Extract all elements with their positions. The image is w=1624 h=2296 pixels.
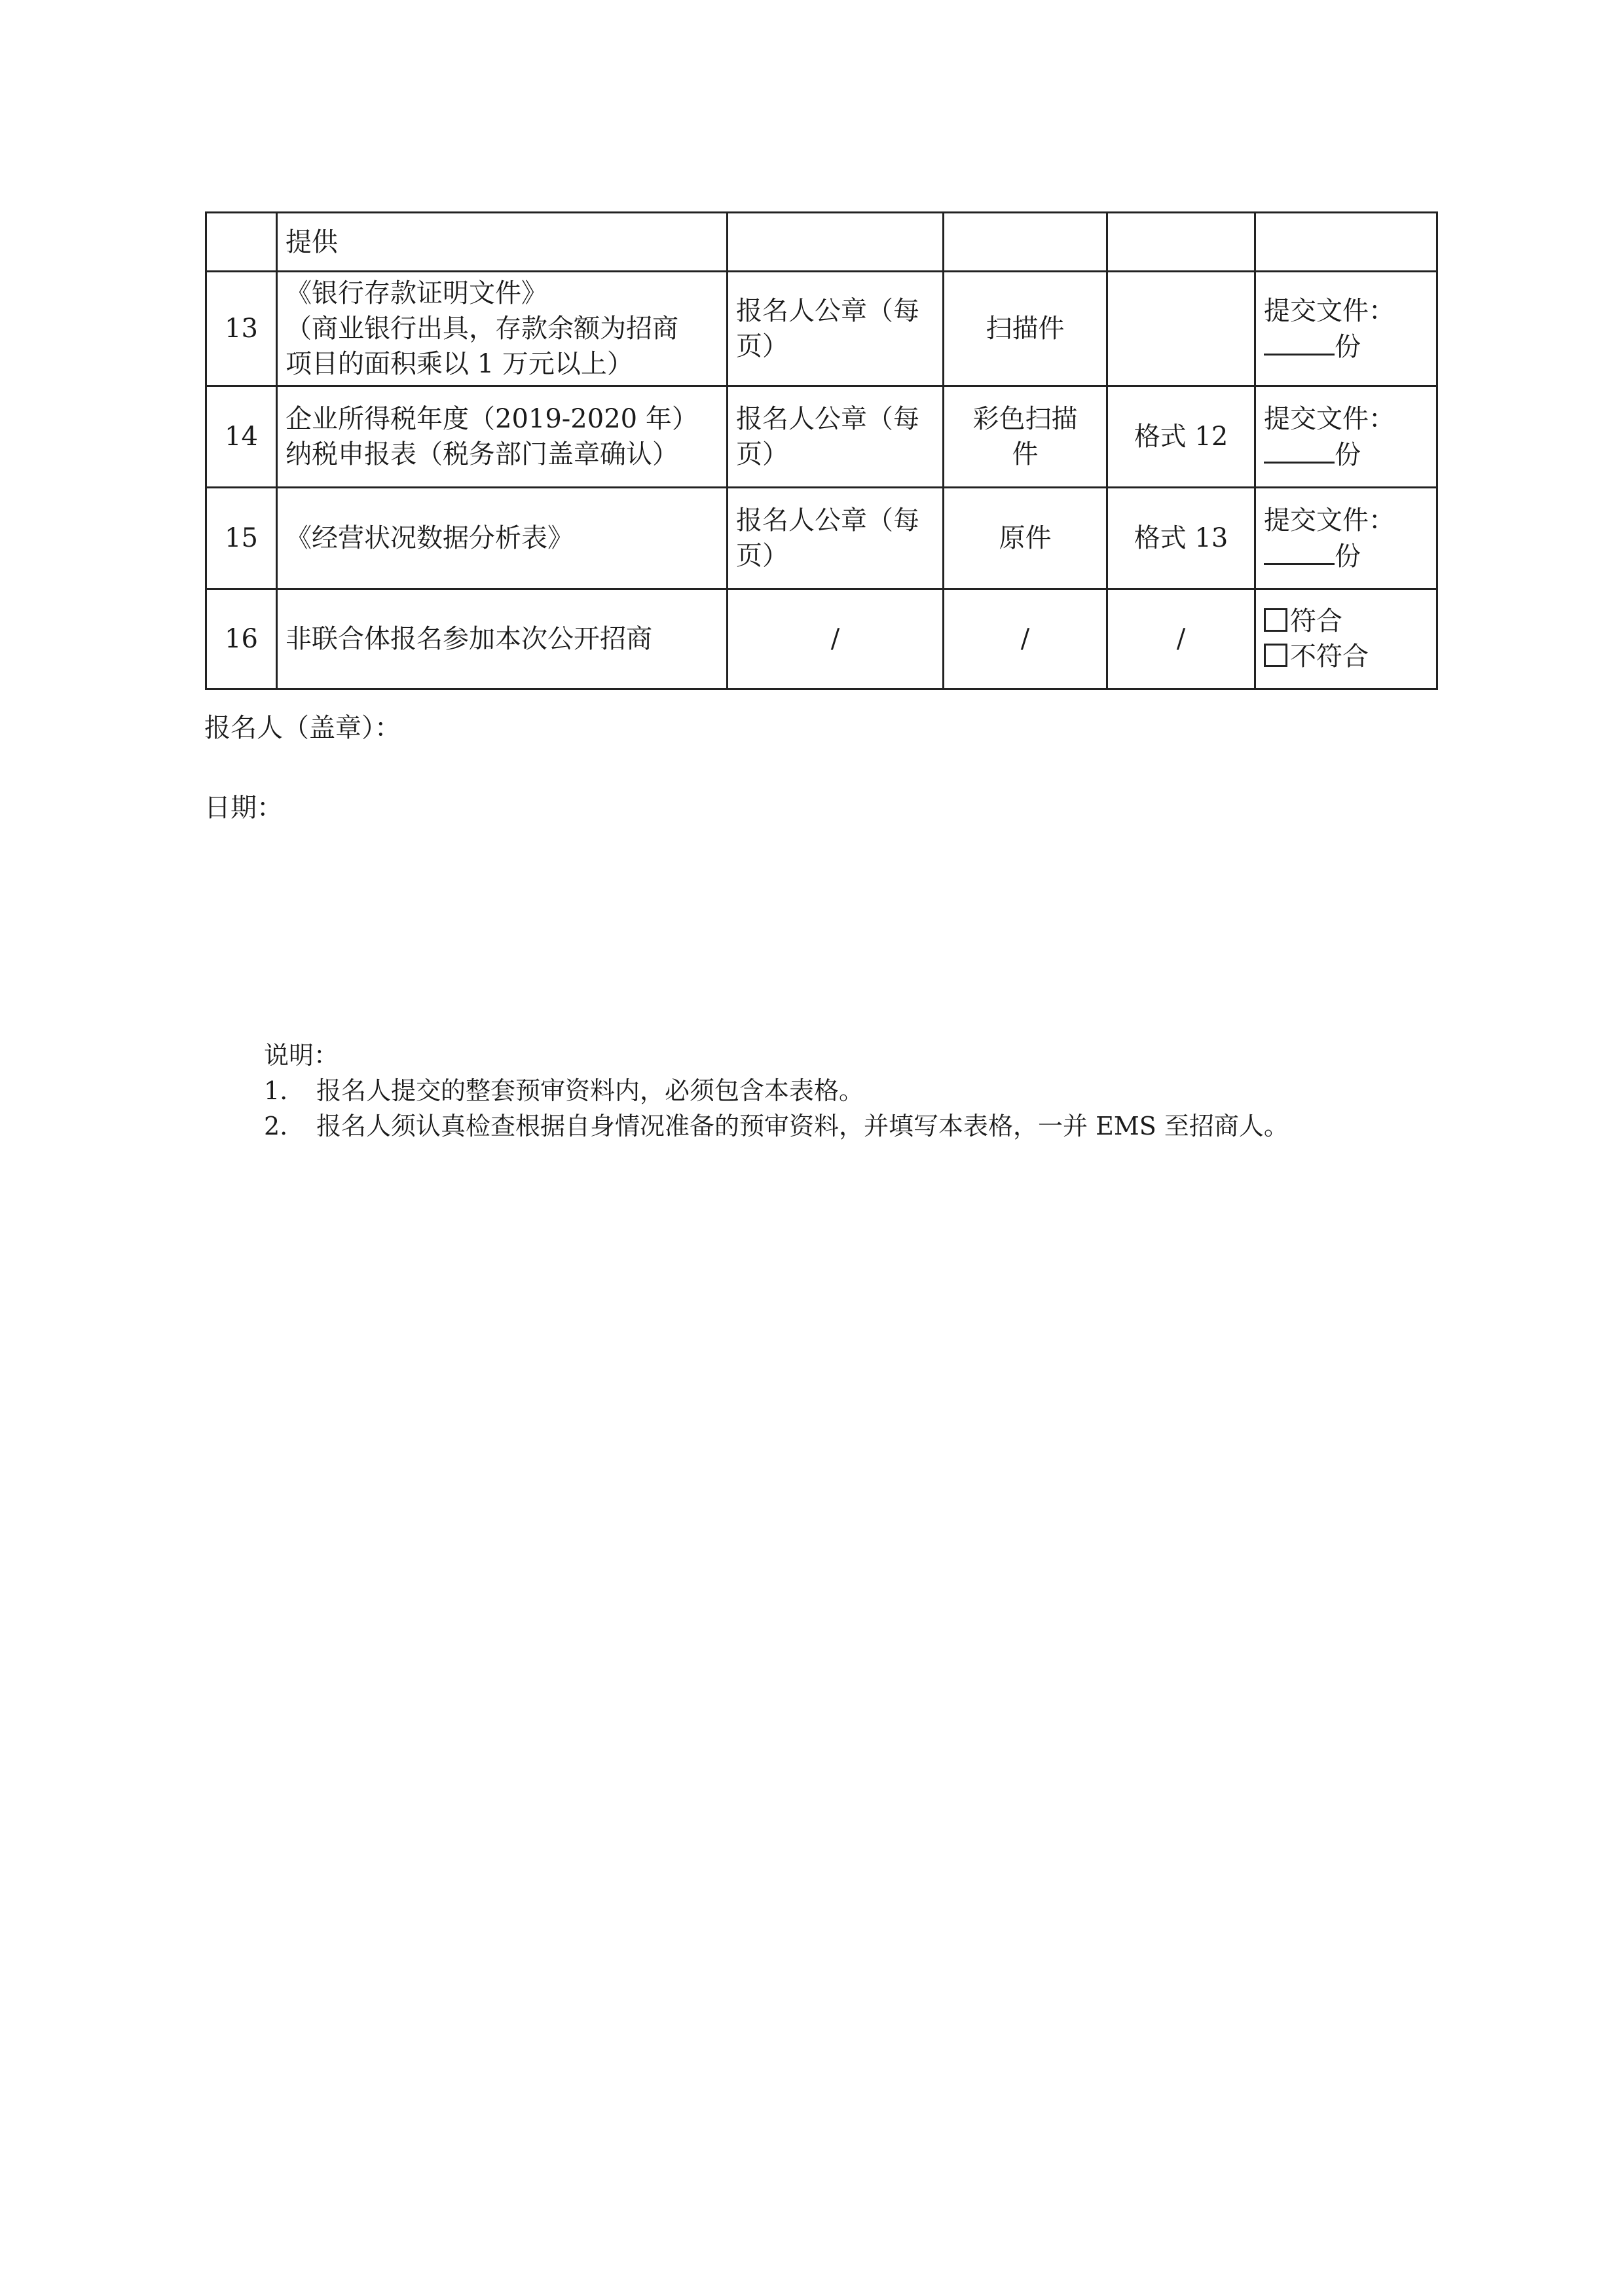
submit-count-label: 提交文件： bbox=[1264, 403, 1395, 434]
table-row bbox=[206, 272, 1437, 386]
item-description: 《银行存款证明文件》 （商业银行出具，存款余额为招商 项目的面积乘以 1 万元以上） bbox=[277, 272, 728, 386]
document-form: 扫描件 bbox=[944, 272, 1107, 386]
format-reference bbox=[1107, 272, 1255, 386]
note-index: 1. bbox=[264, 1076, 288, 1105]
row-number bbox=[206, 213, 277, 272]
table-row bbox=[206, 213, 1437, 272]
document-form: / bbox=[944, 589, 1107, 689]
note-item bbox=[264, 1073, 1289, 1108]
row-number: 13 bbox=[206, 272, 277, 386]
count-blank[interactable] bbox=[1264, 329, 1335, 355]
submit-count-label: 提交文件： bbox=[1264, 295, 1395, 326]
format-reference bbox=[1107, 213, 1255, 272]
nonconform-option[interactable]: 不符合 bbox=[1264, 639, 1428, 674]
signer-seal-label: 报名人（盖章）： bbox=[204, 713, 401, 743]
seal-requirement: 报名人公章（每 页） bbox=[728, 488, 944, 589]
notes-title: 说明： bbox=[264, 1041, 339, 1070]
result-cell bbox=[1255, 488, 1437, 589]
row-number: 14 bbox=[206, 386, 277, 488]
table-row bbox=[206, 589, 1437, 689]
format-reference: 格式 12 bbox=[1107, 386, 1255, 488]
date-label: 日期： bbox=[204, 793, 283, 823]
note-text: 报名人提交的整套预审资料内，必须包含本表格。 bbox=[316, 1076, 864, 1105]
checkbox-icon[interactable] bbox=[1264, 644, 1287, 667]
count-unit: 份 bbox=[1335, 331, 1361, 362]
result-cell bbox=[1255, 589, 1437, 689]
result-cell bbox=[1255, 386, 1437, 488]
item-description: 《经营状况数据分析表》 bbox=[277, 488, 728, 589]
document-form: 彩色扫描 件 bbox=[944, 386, 1107, 488]
item-description: 提供 bbox=[277, 213, 728, 272]
requirements-table bbox=[205, 211, 1438, 690]
document-form: 原件 bbox=[944, 488, 1107, 589]
conform-option[interactable]: 符合 bbox=[1264, 604, 1428, 639]
note-text: 报名人须认真检查根据自身情况准备的预审资料，并填写本表格，一并 EMS 至招商人。 bbox=[316, 1112, 1289, 1140]
result-cell bbox=[1255, 213, 1437, 272]
count-blank[interactable] bbox=[1264, 538, 1335, 565]
format-reference: / bbox=[1107, 589, 1255, 689]
table-row bbox=[206, 386, 1437, 488]
row-number: 15 bbox=[206, 488, 277, 589]
item-description: 企业所得税年度（2019-2020 年） 纳税申报表（税务部门盖章确认） bbox=[277, 386, 728, 488]
seal-requirement bbox=[728, 213, 944, 272]
result-cell bbox=[1255, 272, 1437, 386]
seal-requirement: 报名人公章（每 页） bbox=[728, 272, 944, 386]
notes-section bbox=[264, 1038, 1289, 1144]
note-item bbox=[264, 1108, 1289, 1144]
seal-requirement: / bbox=[728, 589, 944, 689]
count-blank[interactable] bbox=[1264, 437, 1335, 464]
count-unit: 份 bbox=[1335, 439, 1361, 470]
checkbox-icon[interactable] bbox=[1264, 608, 1287, 632]
format-reference: 格式 13 bbox=[1107, 488, 1255, 589]
table-row bbox=[206, 488, 1437, 589]
count-unit: 份 bbox=[1335, 541, 1361, 572]
note-index: 2. bbox=[264, 1112, 288, 1140]
item-description: 非联合体报名参加本次公开招商 bbox=[277, 589, 728, 689]
submit-count-label: 提交文件： bbox=[1264, 505, 1395, 536]
row-number: 16 bbox=[206, 589, 277, 689]
seal-requirement: 报名人公章（每 页） bbox=[728, 386, 944, 488]
document-form bbox=[944, 213, 1107, 272]
